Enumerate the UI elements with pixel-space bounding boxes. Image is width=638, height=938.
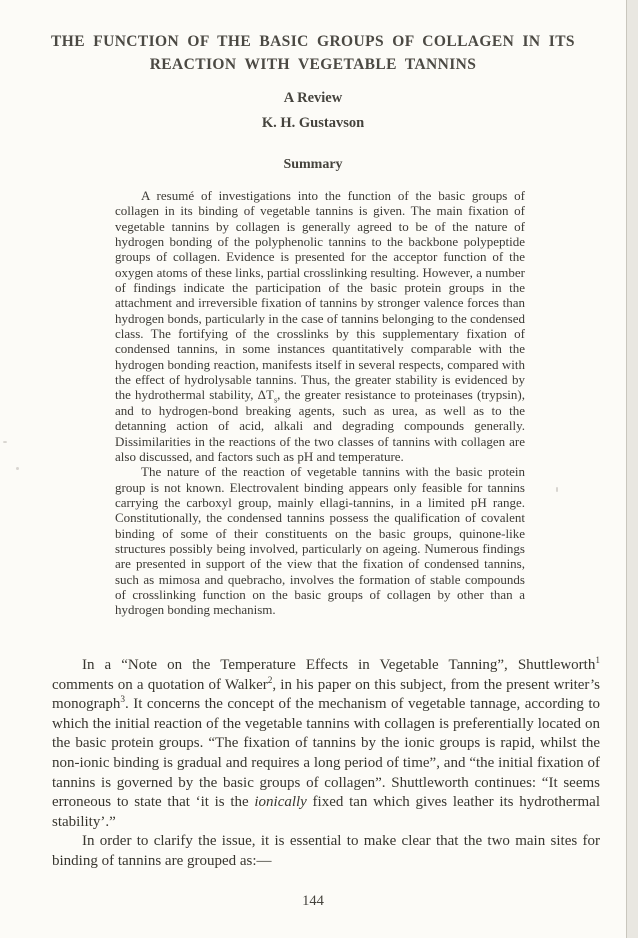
scan-artifact <box>16 467 19 470</box>
paper-title <box>40 31 586 76</box>
paper-title-line-2: REACTION WITH VEGETABLE TANNINS <box>149 55 477 73</box>
paper-title-line-1: THE FUNCTION OF THE BASIC GROUPS OF COLLAGEN IN ITS <box>51 33 575 50</box>
scan-artifact <box>3 441 7 443</box>
paper-author: K. H. Gustavson <box>261 115 365 131</box>
summary-paragraph-1: A resumé of investigations into the function of the basic groups of collagen in its binding of vegetable tannins is given. The main fixation of vegetable tannins by collagen is generally agreed to be of the nature of hydrogen bonding of the polyphenolic tannins to the backbone polypeptide groups of collagen. Evidence is presented for the acceptor function of the oxygen atoms of these links, partial crosslinking resulting. However, a number of findings indicate the participation of the basic protein groups in the attachment and irreversible fixation of tannins by stronger valence forces than hydrogen bonds, particularly in the case of tannins belonging to the condensed class. The fortifying of the crosslinks by this supplementary fixation of condensed tannins, in some instances quantitatively comparable with the hydrogen bonding reaction, manifests itself in several respects, compared with the effect of hydrolysable tannins. Thus, the greater stability is evidenced by the hydrothermal stability, $\Delta T_s$, the greater resistance to proteinases (trypsin), and to hydrogen-bond breaking agents, such as urea, as well as to the detanning action of acid, alkali and degrading compounds generally. Dissimilarities in the reactions of the two classes of tannins with collagen are also discussed, and factors such as pH and temperature. <box>115 188 525 464</box>
paper-subtitle: A Review <box>283 90 343 106</box>
page-edge-shadow <box>626 0 638 938</box>
page-number: 144 <box>302 893 324 909</box>
summary-section <box>115 188 525 618</box>
summary-paragraph-2: The nature of the reaction of vegetable tannins with the basic protein group is not known. Electrovalent binding appears only feasible for tannins carrying the carboxyl group, mainly ellagi-tannins, in a limited pH range. Constitutionally, the condensed tannins possess the qualification of covalent binding of some of their constituents on the basic groups, quinone-like structures possibly being involved, particularly on ageing. Numerous findings are presented in support of the view that the fixation of condensed tannins, such as mimosa and quebracho, involves the formation of stable compounds of crosslinking function on the basic groups of collagen by other than a hydrogen bonding mechanism. <box>115 464 525 618</box>
summary-heading: Summary <box>283 157 343 172</box>
body-paragraph-2: In order to clarify the issue, it is essential to make clear that the two main sites for binding of tannins are grouped as:— <box>52 833 600 869</box>
body-paragraph-1: In a “Note on the Temperature Effects in Vegetable Tanning”, Shuttleworth$^1$ comments on a quotation of Walker$^2$, in his paper on this subject, from the present writer’s monograph$^3$. It concerns the concept of the mechanism of vegetable tannage, according to which the initial reaction of the vegetable tannins with collagen is preferentially located on the basic protein groups. “The fixation of tannins by the ionic groups is rapid, whilst the non-ionic binding is gradual and requires a long period of time”, and “the initial fixation of tannins is governed by the basic groups of collagen”. Shuttleworth continues: “It seems erroneous to state that ‘it is the ionically fixed tan which gives leather its hydrothermal stability’.” <box>52 656 601 830</box>
body-text-section <box>52 656 600 872</box>
scan-artifact <box>556 487 558 492</box>
